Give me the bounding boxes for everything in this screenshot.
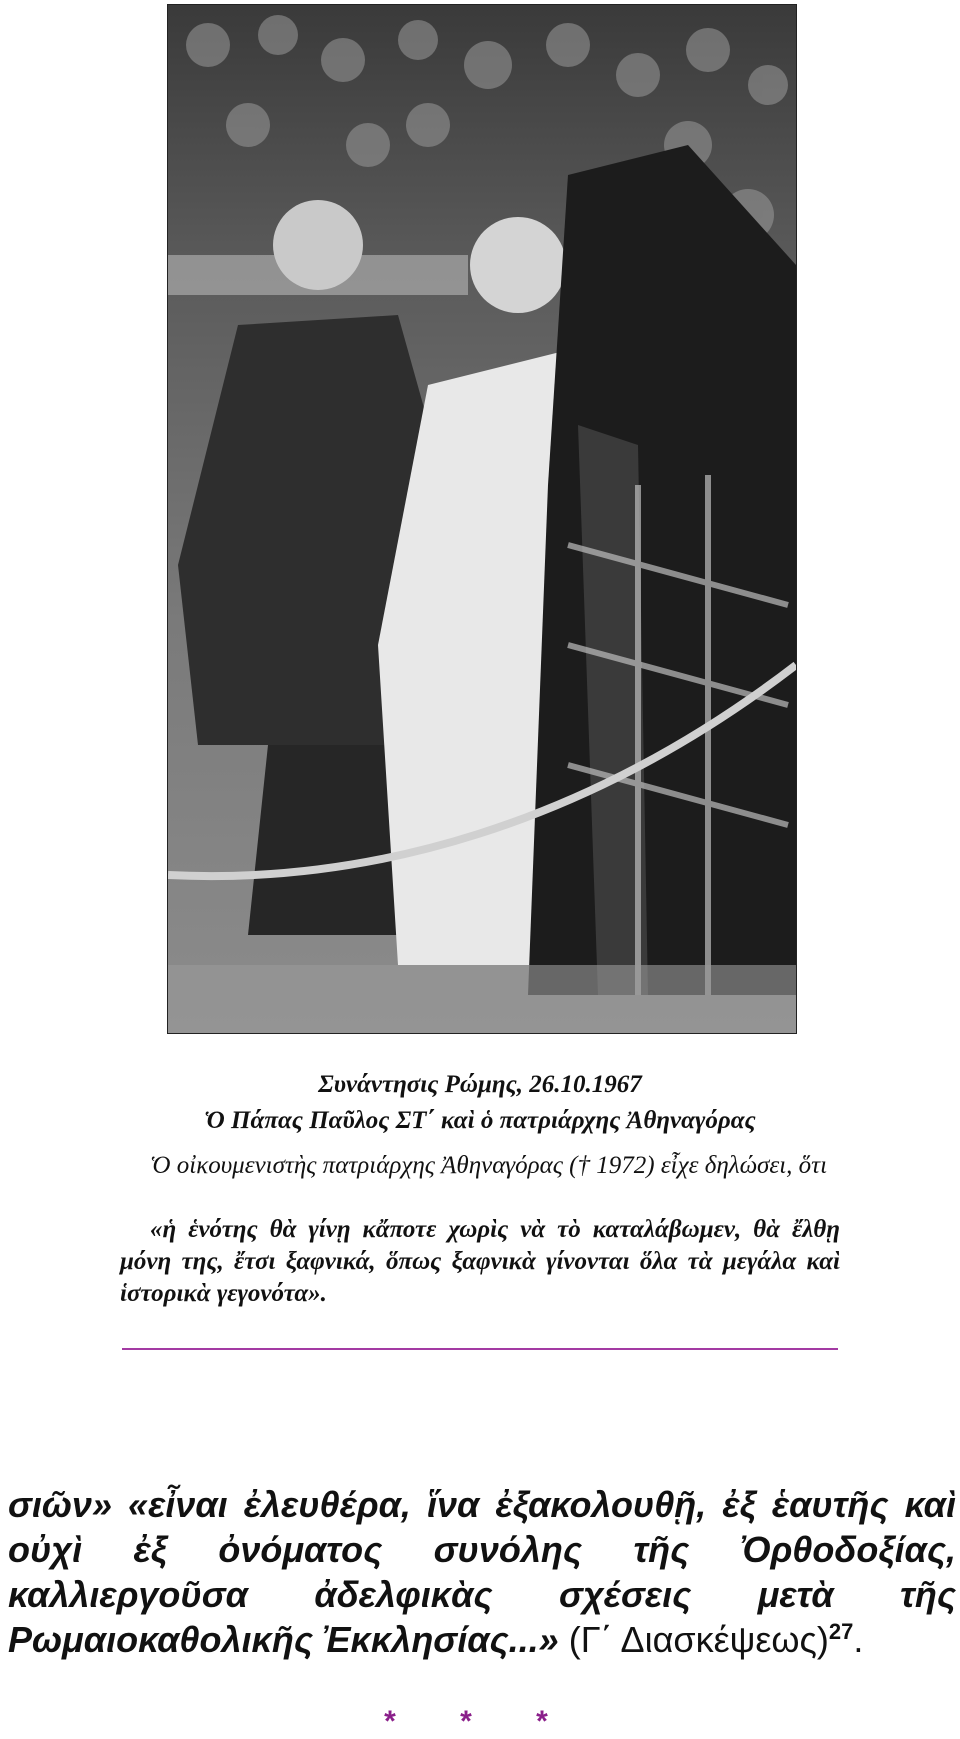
historical-photo — [167, 4, 797, 1034]
footnote-marker[interactable]: 27 — [828, 1619, 854, 1644]
photo-caption-names: Ὁ Πάπας Παῦλος ΣΤ΄ καὶ ὁ πατριάρχης Ἀθηναγόρας — [204, 1107, 756, 1134]
quotation-text: «ἡ ἑνότης θὰ γίνῃ κἄποτε χωρὶς νὰ τὸ καταλάβωμεν, θὰ ἔλθῃ μόνη της, ἔτσι ξαφνικά, ὅπως ξαφνικὰ γίνονται ὅλα τὰ μεγάλα καὶ ἱστορικὰ γεγονότα». — [120, 1216, 840, 1307]
intro-paragraph — [120, 1150, 840, 1182]
asterism-separator: * * * — [384, 1705, 576, 1738]
body-plain-text: (Γ΄ Διασκέψεως) — [558, 1619, 829, 1660]
body-end-punctuation: . — [853, 1619, 864, 1660]
photo-embrace-icon — [168, 5, 796, 1033]
quotation — [120, 1214, 840, 1310]
section-divider — [122, 1348, 838, 1350]
photo-caption-date: Συνάντησις Ρώμης, 26.10.1967 — [318, 1071, 642, 1098]
intro-paragraph-text: Ὁ οἰκουμενιστὴς πατριάρχης Ἀθηναγόρας († 1972) εἶχε δηλώσει, ὅτι — [150, 1152, 828, 1179]
body-paragraph — [8, 1482, 956, 1662]
body-bold-text: σιῶν» «εἶναι ἐλευθέρα, ἵνα ἐξακολουθῇ, ἐξ ἑαυτῆς καὶ οὐχὶ ἐξ ὀνόματος συνόλης τῆς Ὀρθοδοξίας, καλλιεργοῦσα ἀδελφικὰς σχέσεις μετὰ τῆς Ρωμαιοκαθολικῆς Ἐκκλησίας...» — [8, 1484, 956, 1660]
